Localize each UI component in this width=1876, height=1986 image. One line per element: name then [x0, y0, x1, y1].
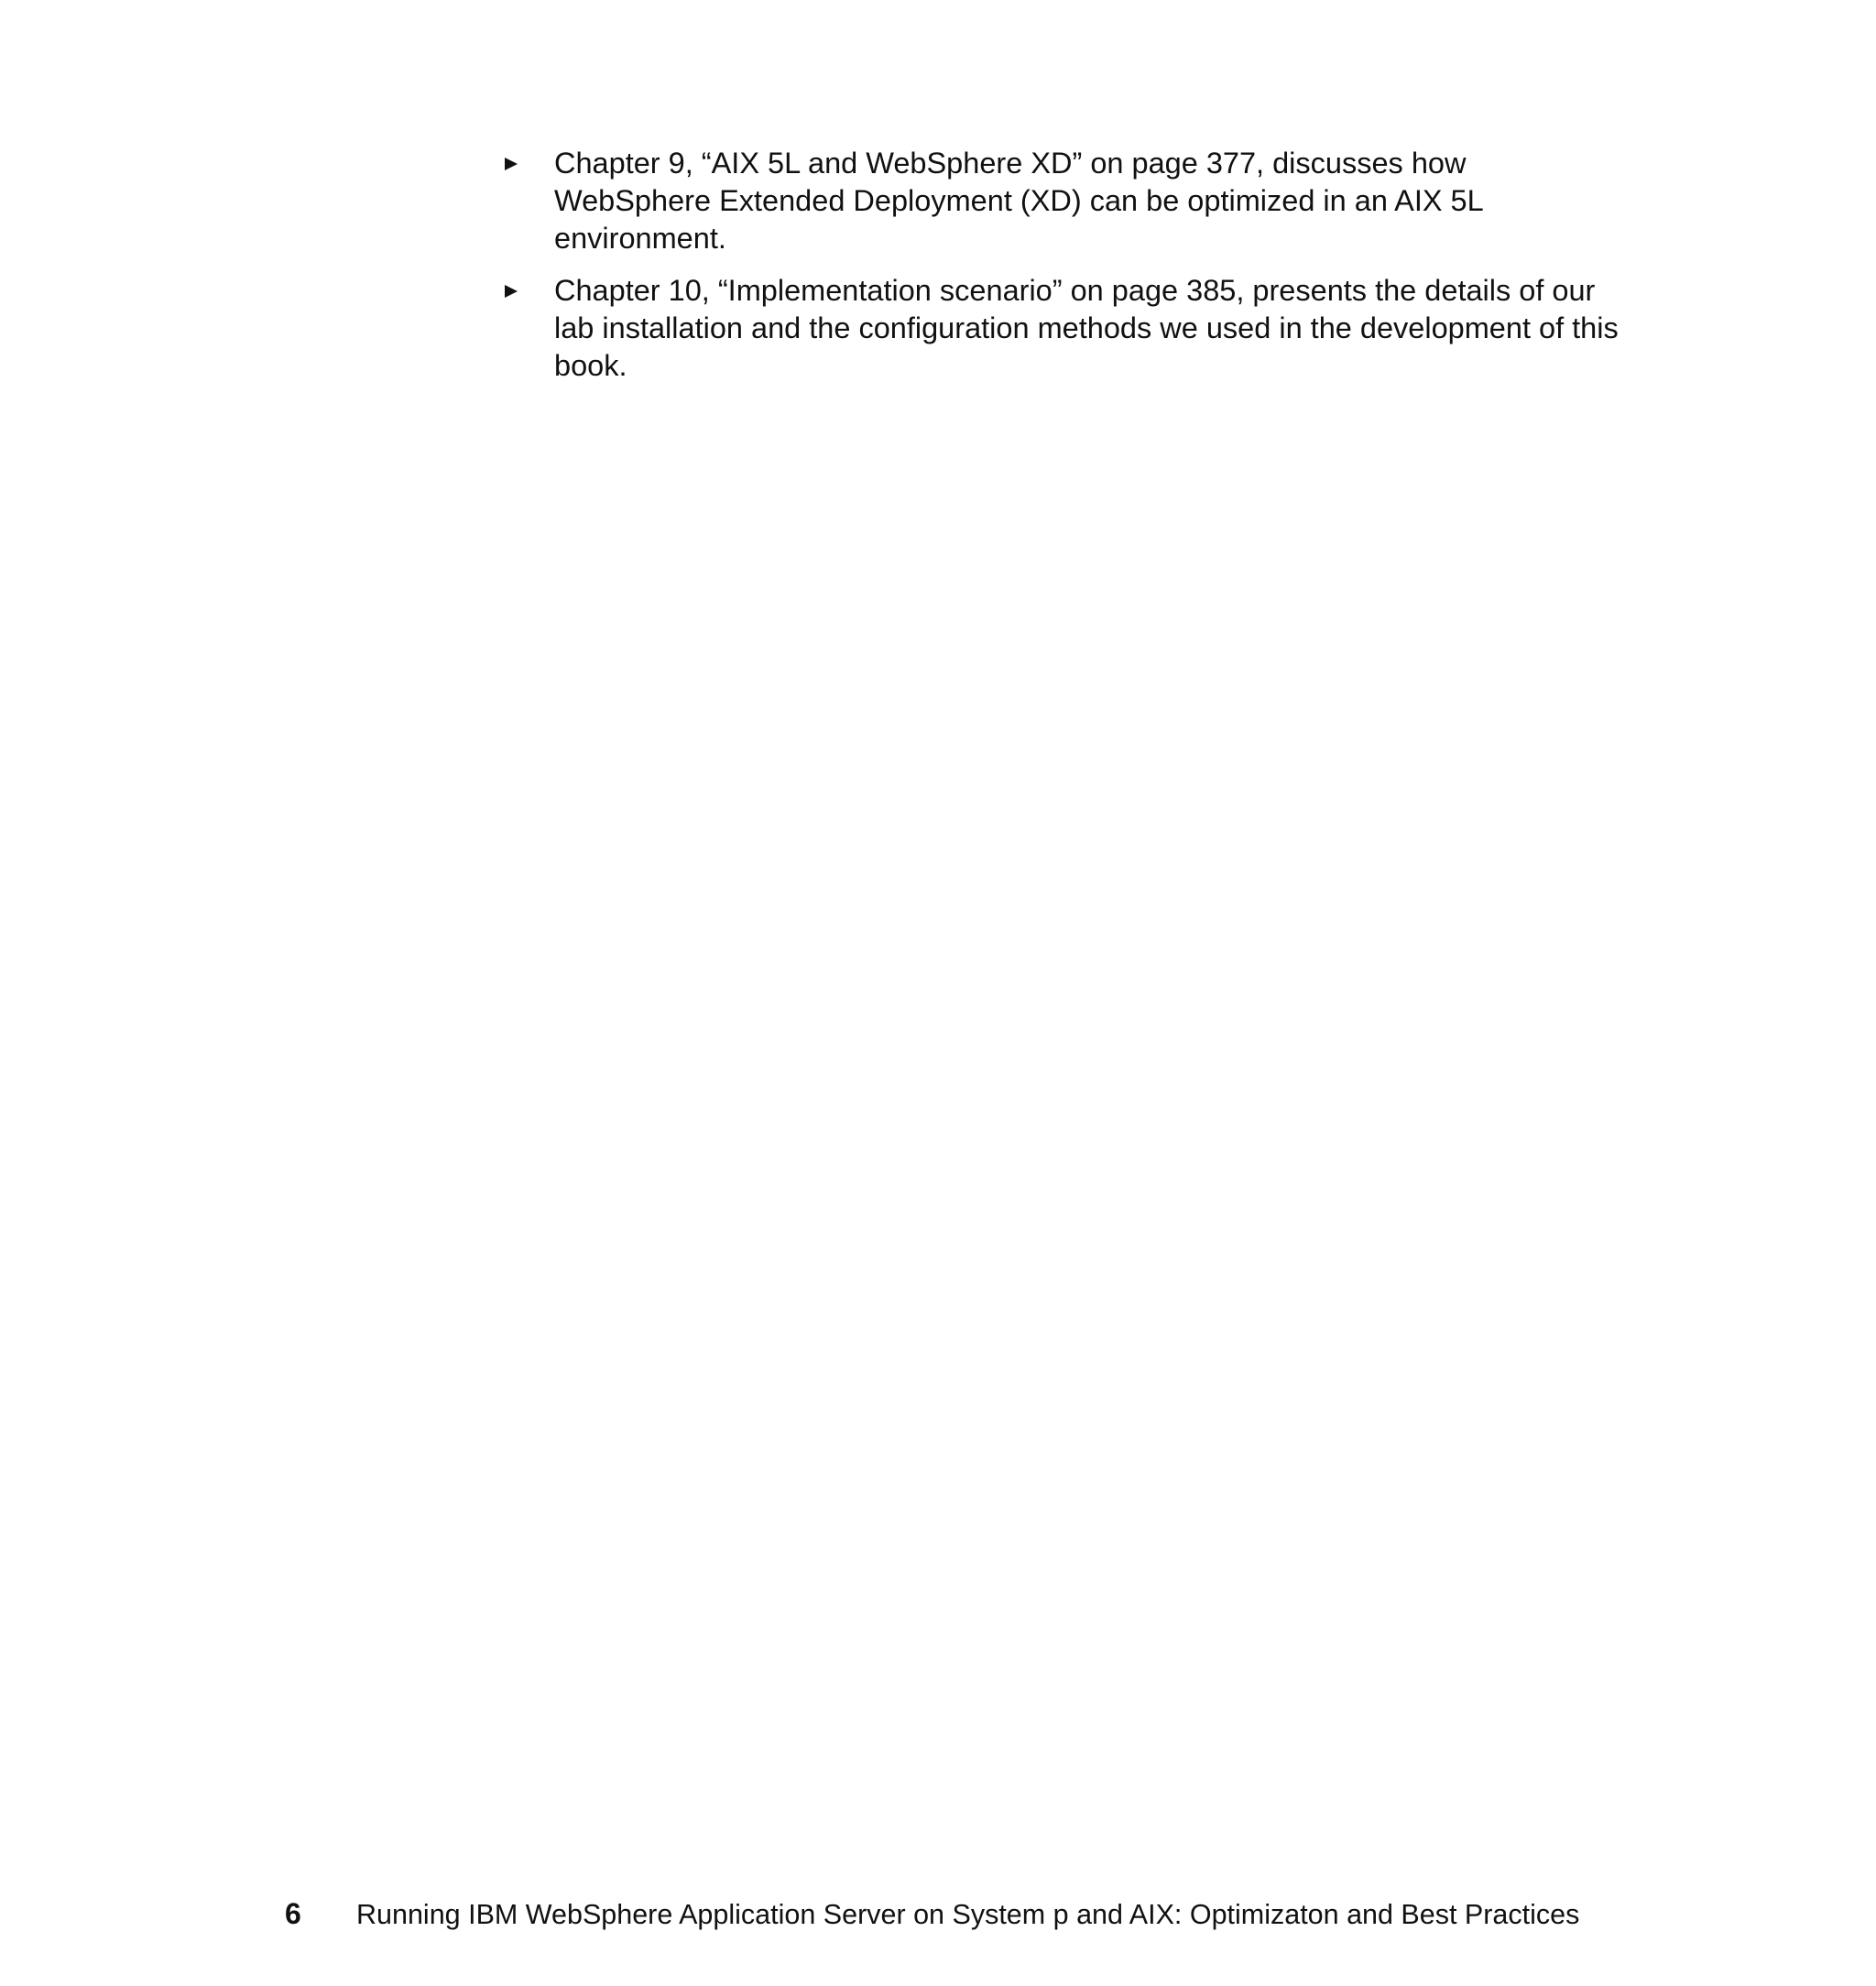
chapter-summary-list	[502, 145, 1620, 399]
list-item	[502, 272, 1620, 385]
page-footer	[285, 1895, 1579, 1933]
triangle-bullet-icon	[505, 158, 518, 170]
page-number: 6	[285, 1897, 301, 1930]
book-title: Running IBM WebSphere Application Server on System p and AIX: Optimizaton and Best Practices	[356, 1899, 1580, 1930]
list-item-text: Chapter 10, “Implementation scenario” on page 385, presents the details of our lab installation and the configuration methods we used in the development of this book.	[554, 274, 1619, 382]
list-item-text: Chapter 9, “AIX 5L and WebSphere XD” on page 377, discusses how WebSphere Extended Deployment (XD) can be optimized in an AIX 5L environment.	[554, 147, 1483, 255]
triangle-bullet-icon	[505, 285, 518, 298]
list-item	[502, 145, 1620, 257]
